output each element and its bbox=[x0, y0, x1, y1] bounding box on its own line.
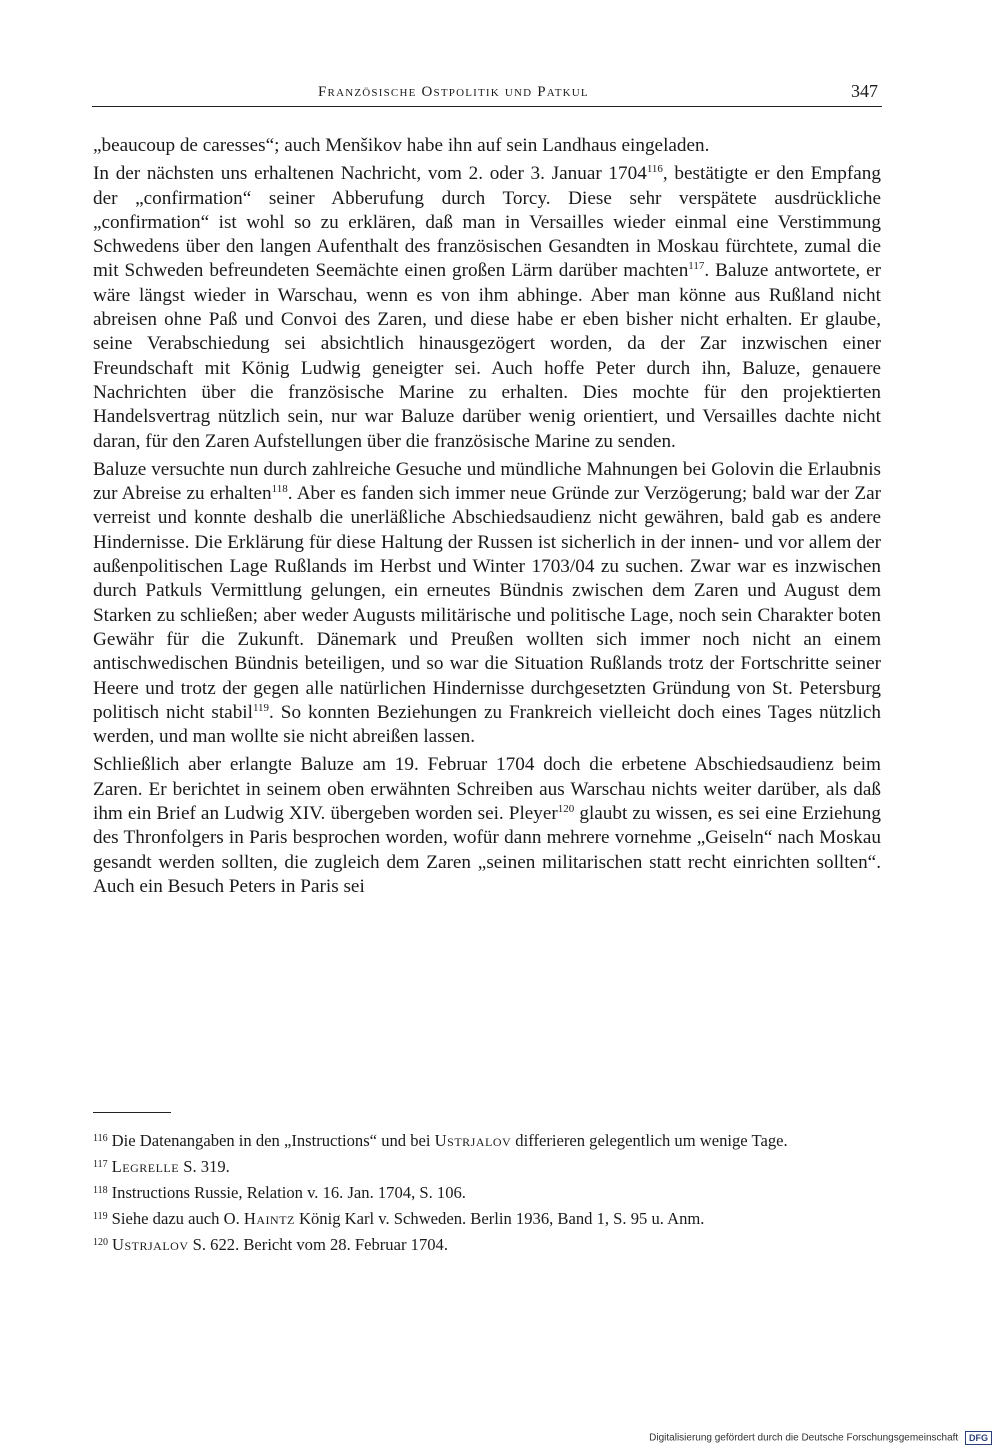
paragraph-3-text-b: . Aber es fanden sich immer neue Gründe zur Verzögerung; bald war der Zar verreist und konnte deshalb die unerläßliche Abschiedsaudienz nicht gewähren, bald gab es andere Hindernisse. Die Erklärung für diese Haltung der Russen ist sicherlich in der innen- und vor allem der außenpolitischen Lage Rußlands im Herbst und Winter 1703/04 zu suchen. Zwar war es inzwischen durch Patkuls Vermittlung gelungen, ein erneutes Bündnis zwischen dem Zaren und August dem Starken zu schließen; aber weder Augusts militärische und politische Lage, noch sein Charakter boten Gewähr für die Zukunft. Dänemark und Preußen wollten sich immer noch nicht an einem antischwedischen Bündnis beteiligen, und so war die Situation Rußlands trotz der Fortschritte seiner Heere und trotz der gegen alle natürlichen Hindernisse durchgesetzten Gründung von St. Petersburg politisch nicht stabil bbox=[93, 483, 881, 723]
footnote-number: 119 bbox=[93, 1211, 108, 1222]
main-text bbox=[93, 134, 881, 899]
paragraph-4-text-b: glaubt zu wissen, es sei eine Erziehung des Thronfolgers in Paris besprochen worden, wofür dann mehrere vornehme „Geiseln“ nach Moskau gesandt werden sollten, die zugleich dem Zaren „seinen militarischen statt recht einrichten sollten“. Auch ein Besuch Peters in Paris sei bbox=[93, 803, 881, 897]
running-header bbox=[92, 80, 882, 107]
paragraph-3-text-c: . So konnten Beziehungen zu Frankreich vielleicht doch eines Tages nützlich werden, und man wollte sie nicht abreißen lassen. bbox=[93, 701, 881, 748]
footnote-text: S. 319. bbox=[179, 1157, 230, 1176]
dfg-logo-icon: DFG bbox=[965, 1431, 992, 1445]
footnote-number: 117 bbox=[93, 1159, 108, 1170]
funding-credit-text: Digitalisierung gefördert durch die Deutsche Forschungsgemeinschaft bbox=[649, 1432, 959, 1444]
paragraph-4-text-a: Schließlich aber erlangte Baluze am 19. Februar 1704 doch die erbetene Abschiedsaudienz beim Zaren. Er berichtet in seinem oben erwähnten Schreiben aus Warschau nichts weiter darüber, als daß ihm ein Brief an Ludwig XIV. übergeben worden sei. Pleyer bbox=[93, 754, 881, 825]
footnote-text: differieren gelegentlich um wenige Tage. bbox=[511, 1131, 788, 1150]
footnote-ref-116: 116 bbox=[646, 163, 663, 176]
footnote-text: Die Datenangaben in den „Instructions“ und bei bbox=[111, 1131, 435, 1150]
funding-credit bbox=[649, 1431, 992, 1445]
footnote-text: Siehe dazu auch O. bbox=[111, 1209, 244, 1228]
footnotes bbox=[93, 1128, 881, 1258]
footnote-text: Instructions Russie, Relation v. 16. Jan. 1704, S. 106. bbox=[111, 1183, 466, 1202]
paragraph-2-text-a: In der nächsten uns erhaltenen Nachricht, vom 2. oder 3. Januar 1704 bbox=[93, 163, 647, 185]
footnote-119 bbox=[93, 1206, 881, 1229]
paragraph-2-text-c: . Baluze antwortete, er wäre längst wieder in Warschau, wenn es von ihm abhinge. Aber man könne aus Rußland nicht abreisen ohne Paß und Convoi des Zaren, und diese habe er eben bisher nicht erhalten. Er glaube, seine Verabschiedung sei absichtlich hinausgezögert worden, da der Zar inzwischen einer Freundschaft mit König Ludwig geneigter sei. Auch hoffe Peter durch ihn, Baluze, genauere Nachrichten über die französische Marine zu erhalten. Dies mochte für den projektierten Handelsvertrag nützlich sein, nur war Baluze darüber wenig orientiert, und Versailles dachte nicht daran, für den Zaren Aufstellungen über die französische Marine zu senden. bbox=[93, 260, 881, 452]
footnote-author: Ustrjalov bbox=[434, 1131, 512, 1150]
footnote-number: 116 bbox=[93, 1133, 108, 1144]
footnote-author: Ustrjalov bbox=[112, 1235, 189, 1254]
paragraph-2-text-b: , bestätigte er den Empfang der „confirmation“ seiner Abberufung durch Torcy. Diese sehr verspätete ausdrückliche „confirmation“ ist wohl so zu erklären, daß man in Versailles wieder einmal eine Verstimmung Schwedens über den langen Aufenthalt des französischen Gesandten in Moskau fürchtete, zumal die mit Schweden befreundeten Seemächte einen großen Lärm darüber machten bbox=[93, 163, 881, 282]
footnote-number: 118 bbox=[93, 1185, 108, 1196]
paragraph-2 bbox=[93, 162, 881, 454]
paragraph-3 bbox=[93, 458, 881, 750]
footnote-116 bbox=[93, 1128, 881, 1151]
footnote-118 bbox=[93, 1180, 881, 1203]
paragraph-1 bbox=[93, 134, 881, 158]
footnote-author: Legrelle bbox=[111, 1157, 180, 1176]
footnote-text: König Karl v. Schweden. Berlin 1936, Band 1, S. 95 u. Anm. bbox=[294, 1209, 705, 1228]
footnote-ref-119: 119 bbox=[252, 701, 270, 714]
footnote-ref-117: 117 bbox=[688, 260, 705, 273]
footnote-120 bbox=[93, 1232, 881, 1255]
footnote-ref-118: 118 bbox=[271, 483, 288, 496]
page-number: 347 bbox=[851, 81, 878, 101]
footnote-text: S. 622. Bericht vom 28. Februar 1704. bbox=[188, 1235, 448, 1254]
footnote-ref-120: 120 bbox=[557, 803, 575, 816]
paragraph-1-text: „beaucoup de caresses“; auch Menšikov habe ihn auf sein Landhaus eingeladen. bbox=[93, 135, 710, 156]
footnote-divider bbox=[93, 1112, 171, 1113]
footnote-number: 120 bbox=[93, 1237, 108, 1248]
paragraph-4 bbox=[93, 753, 881, 899]
paragraph-3-text-a: Baluze versuchte nun durch zahlreiche Gesuche und mündliche Mahnungen bei Golovin die Erlaubnis zur Abreise zu erhalten bbox=[93, 458, 881, 505]
footnote-117 bbox=[93, 1154, 881, 1177]
running-title: Französische Ostpolitik und Patkul bbox=[318, 84, 589, 100]
footnote-author: Haintz bbox=[243, 1209, 295, 1228]
